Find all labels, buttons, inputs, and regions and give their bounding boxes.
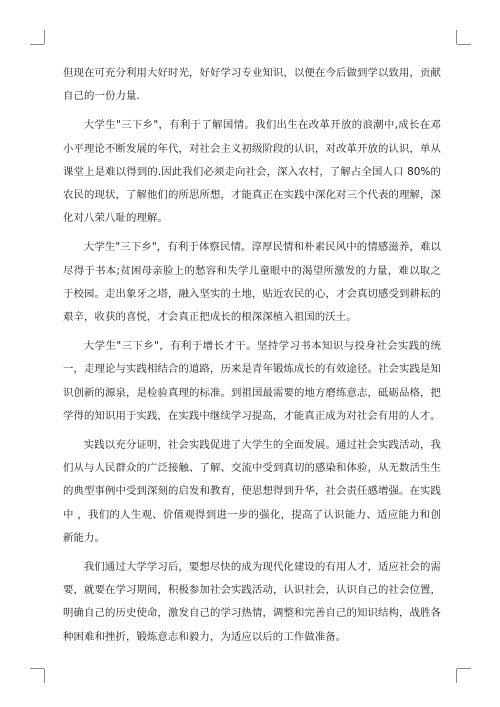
paragraph-1: 但现在可充分利用大好时光，好好学习专业知识，以便在今后做到学以致用，贡献自己的一份力量. xyxy=(63,67,441,103)
paragraph-5: 实践以充分证明，社会实践促进了大学生的全面发展。通过社会实践活动，我们从与人民群众的广泛接触、了解、交流中受到真切的感染和体验，从无数活生生的典型事例中受到深刻的启发和教育，使思想得到升华，社会责任感增强。在实践中 ，我们的人生观、价值观得到进一步的强化，提高了认识能力、适应能力和创新能力。 xyxy=(63,439,441,544)
document-body xyxy=(63,62,441,655)
paragraph-4: 大学生"三下乡"，有利于增长才干。坚持学习书本知识与投身社会实践的统一，走理论与实践相结合的道路，历来是青年锻炼成长的有效途径。社会实践是知识创新的源泉，是检验真理的标准。到祖国最需要的地方磨练意志，砥砺品格，把学得的知识用于实践，在实践中继续学习提高，才能真正成为对社会有用的人才。 xyxy=(63,340,441,422)
paragraph-3: 大学生"三下乡"，有利于体察民情。淳厚民情和朴素民风中的情感滋养，难以尽得于书本;贫困母亲脸上的愁容和失学儿童眼中的渴望所激发的力量，难以取之于校园。走出象牙之塔，融入坚实的土地，贴近农民的心，才会真切感受到耕耘的艰辛，收获的喜悦，才会真正把成长的根深深植入祖国的沃土。 xyxy=(63,241,441,324)
paragraph-6: 我们通过大学学习后，要想尽快的成为现代化建设的有用人才，适应社会的需要，就要在学习期间，积极参加社会实践活动，认识社会，认识自己的社会位置，明确自己的历史使命，激发自己的学习热情，调整和完善自己的知识结构，战胜各种困难和挫折，锻炼意志和毅力，为适应以后的工作做准备。 xyxy=(63,561,441,643)
paragraph-2: 大学生"三下乡"，有利于了解国情。我们出生在改革开放的浪潮中,成长在邓小平理论不断发展的年代，对社会主义初级阶段的认识，对改革开放的认识，单从课堂上是难以得到的.因此我们必须走向社会，深入农村，了解占全国人口 80%的农民的现状，了解他们的所思所想，才能真正在实践中深化对三个代表的理解，深化对八荣八耻的理解。 xyxy=(63,119,441,225)
